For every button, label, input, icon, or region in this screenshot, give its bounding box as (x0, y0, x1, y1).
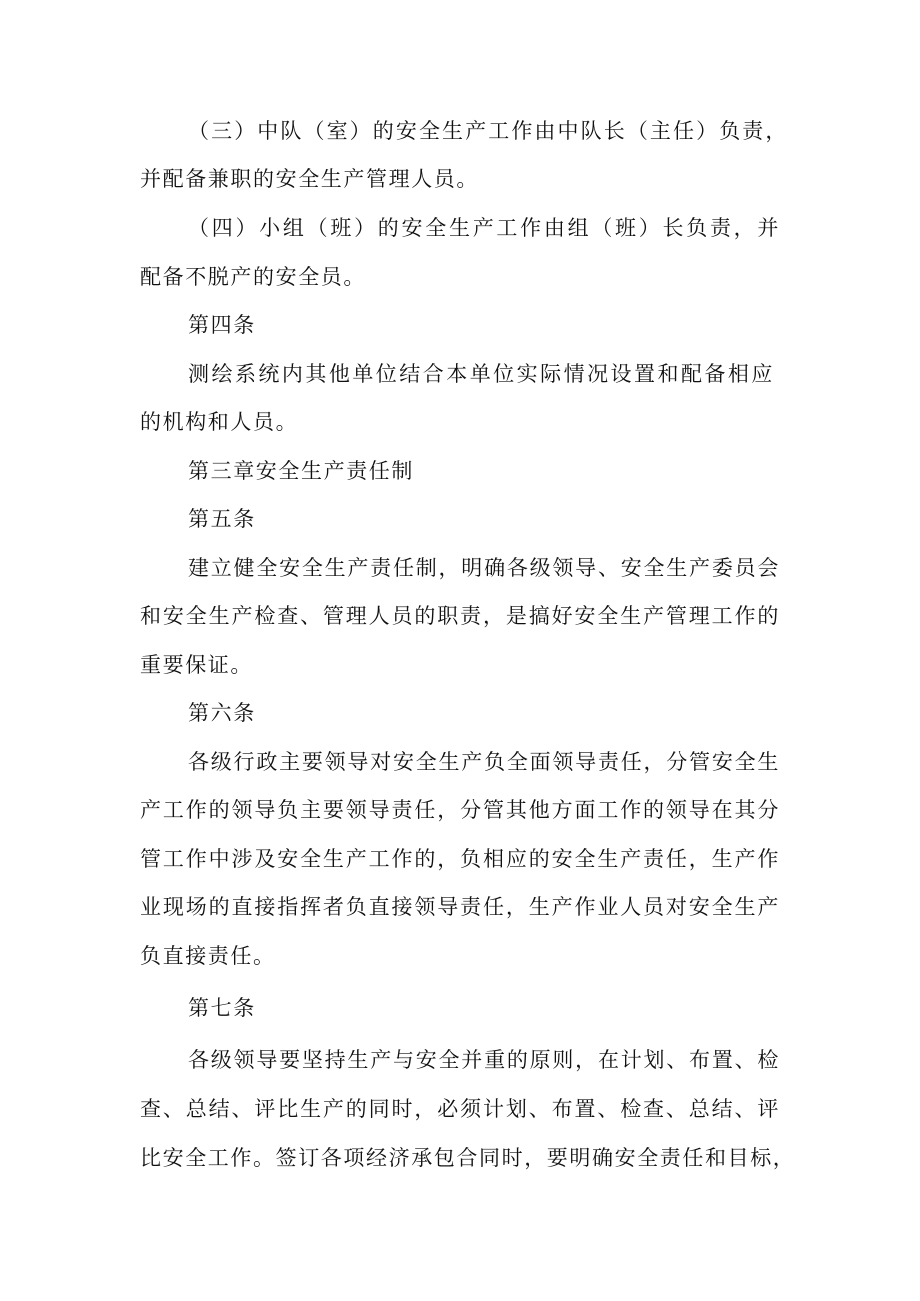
article-heading (188, 993, 920, 1023)
line-text: 各级行政主要领导对安全生产负全面领导责任，分管安全生 (188, 750, 780, 774)
paragraph-line (188, 553, 780, 583)
paragraph-line (188, 359, 774, 389)
line-text: 第五条 (188, 507, 256, 531)
line-text: 第三章安全生产责任制 (188, 459, 414, 483)
line-text: 产工作的领导负主要领导责任，分管其他方面工作的领导在其分 (140, 798, 780, 822)
article-heading (188, 310, 920, 340)
line-text: （四）小组（班）的安全生产工作由组（班）长负责，并 (188, 216, 780, 240)
paragraph-line (140, 650, 920, 680)
article-heading (188, 504, 920, 534)
line-text: 的机构和人员。 (140, 410, 299, 434)
line-text: 建立健全安全生产责任制，明确各级领导、安全生产委员会 (188, 556, 780, 580)
paragraph-line (140, 892, 780, 922)
paragraph-line (188, 116, 788, 146)
line-text: 比安全工作。签订各项经济承包合同时，要明确安全责任和目标， (140, 1146, 796, 1170)
line-text: 第七条 (188, 996, 256, 1020)
paragraph-line (188, 213, 780, 243)
paragraph-line (140, 941, 920, 971)
paragraph-line (140, 844, 780, 874)
chapter-heading (188, 456, 920, 486)
paragraph-line (140, 164, 920, 194)
line-text: 各级领导要坚持生产与安全并重的原则，在计划、布置、检 (188, 1048, 780, 1072)
line-text: 负直接责任。 (140, 944, 276, 968)
line-text: 重要保证。 (140, 653, 253, 677)
paragraph-line (140, 262, 920, 292)
line-text: 第六条 (188, 701, 256, 725)
paragraph-line (140, 1094, 780, 1124)
line-text: 管工作中涉及安全生产工作的，负相应的安全生产责任，生产作 (140, 847, 780, 871)
line-text: 配备不脱产的安全员。 (140, 265, 366, 289)
line-text: （三）中队（室）的安全生产工作由中队长（主任）负责， (188, 119, 788, 143)
line-text: 查、总结、评比生产的同时，必须计划、布置、检查、总结、评 (140, 1097, 780, 1121)
paragraph-line (140, 601, 780, 631)
line-text: 和安全生产检查、管理人员的职责，是搞好安全生产管理工作的 (140, 604, 780, 628)
line-text: 测绘系统内其他单位结合本单位实际情况设置和配备相应 (188, 362, 774, 386)
paragraph-line (188, 747, 780, 777)
paragraph-line (188, 1045, 780, 1075)
line-text: 业现场的直接指挥者负直接领导责任，生产作业人员对安全生产 (140, 895, 780, 919)
line-text: 第四条 (188, 313, 256, 337)
article-heading (188, 698, 920, 728)
paragraph-line (140, 795, 780, 825)
line-text: 并配备兼职的安全生产管理人员。 (140, 167, 479, 191)
paragraph-line (140, 1143, 796, 1173)
paragraph-line (140, 407, 920, 437)
